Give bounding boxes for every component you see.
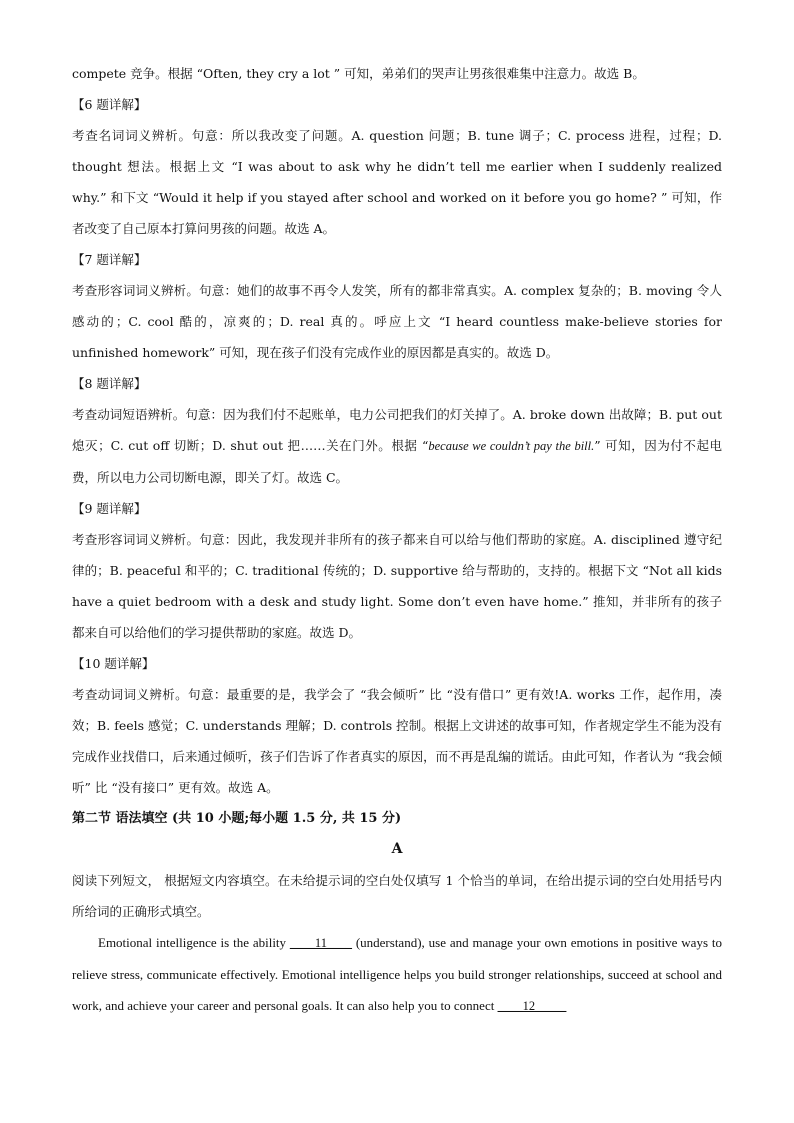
paragraph-q7: 考查形容词词义辨析。句意：她们的故事不再令人发笑，所有的都非常真实。A. complex 复杂的；B. moving 令人感动的；C. cool 酷的，凉爽的；D. real 真的。呼应上文 “I heard countless make-believe stories for unfinished homework” 可知，现在孩子们没有完成作业的原因都是真实的。故选 D。 — [72, 283, 722, 360]
heading-q7: 【7 题详解】 — [72, 252, 147, 267]
paragraph-q10: 考查动词词义辨析。句意：最重要的是，我学会了 “我会倾听” 比 “没有借口” 更有效!A. works 工作，起作用，凑效；B. feels 感觉；C. understands 理解；D. controls 控制。根据上文讲述的故事可知，作者规定学生不能为没有完成作业找借口，后来通过倾听，孩子们告诉了作者真实的原因，而不再是乱编的谎话。由此可知，作者认为 “我会倾听” 比 “没有接口” 更有效。故选 A。 — [72, 687, 722, 795]
passage-part2: (understand), use and manage your own emotions in positive ways to relieve stress, communicate effectively. Emotional intelligence helps you build stronger relationships, succeed at school and work, and achieve your career and personal goals. It can also help you to connect — [72, 935, 722, 1013]
heading-q6: 【6 题详解】 — [72, 97, 147, 112]
paragraph-q8-part2: ” 可知，因为付不起电费，所以电力公司切断电源，即关了灯。故选 C。 — [72, 438, 722, 485]
paragraph-q8-quote: because we couldn’t pay the bill. — [428, 439, 595, 453]
paragraph-q6: 考查名词词义辨析。句意：所以我改变了问题。A. question 问题；B. tune 调子；C. process 进程，过程；D. thought 想法。根据上文 “I was about to ask why he didn’t tell me earlier when I suddenly realized why.” 和下文 “Would it help if you stayed after school and worked on it before you go home? ” 可知，作者改变了自己原本打算问男孩的问题。故选 A。 — [72, 128, 722, 236]
section-title: 第二节 语法填空 (共 10 小题;每小题 1.5 分, 共 15 分) — [72, 811, 402, 826]
paragraph-q9: 考查形容词词义辨析。句意：因此，我发现并非所有的孩子都来自可以给与他们帮助的家庭。A. disciplined 遵守纪律的；B. peaceful 和平的；C. traditional 传统的；D. supportive 给与帮助的，支持的。根据下文 “Not all kids have a quiet bedroom with a desk and study light. Some don’t even have home.” 推知，并非所有的孩子都来自可以给他们的学习提供帮助的家庭。故选 D。 — [72, 532, 722, 640]
passage — [72, 927, 722, 1022]
document-page — [72, 58, 722, 1022]
paragraph-q5-tail: compete 竞争。根据 “Often, they cry a lot ” 可知，弟弟们的哭声让男孩很难集中注意力。故选 B。 — [72, 66, 645, 81]
part-label: A — [391, 841, 403, 857]
heading-q8: 【8 题详解】 — [72, 376, 147, 391]
heading-q9: 【9 题详解】 — [72, 501, 147, 516]
instructions: 阅读下列短文， 根据短文内容填空。在未给提示词的空白处仅填写 1 个恰当的单词，在给出提示词的空白处用括号内所给词的正确形式填空。 — [72, 873, 722, 919]
heading-q10: 【10 题详解】 — [72, 656, 155, 671]
blank-11[interactable]: ____11____ — [289, 936, 352, 950]
passage-part1: Emotional intelligence is the ability — [98, 935, 290, 950]
paragraph-q8-part1: 考查动词短语辨析。句意：因为我们付不起账单，电力公司把我们的灯关掉了。A. broke down 出故障；B. put out 熄灭；C. cut off 切断；D. shut out 把……关在门外。根据 “ — [72, 407, 722, 453]
paragraph-q8 — [72, 399, 722, 493]
blank-12[interactable]: ____12_____ — [497, 999, 567, 1013]
